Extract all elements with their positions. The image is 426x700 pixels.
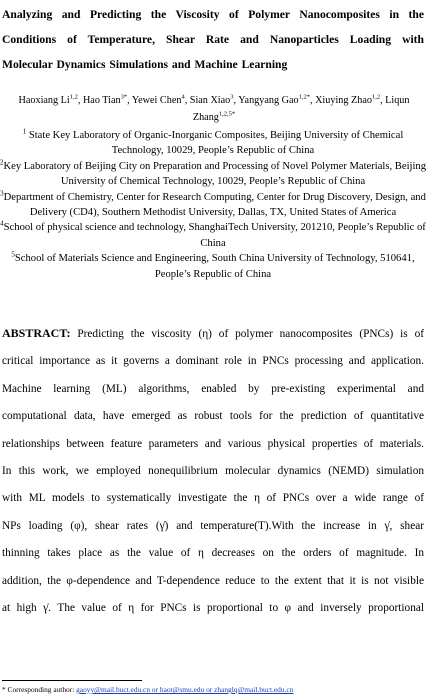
abstract-line: at high γ̇. The value of η for PNCs is proportional to φ and inversely proportional <box>2 602 424 615</box>
abstract-line: addition, the φ-dependence and T-dependence reduce to the extent that it is not visible <box>2 574 424 587</box>
paper-title <box>2 2 424 77</box>
corresponding-author-footnote <box>2 685 424 695</box>
author: Haoxiang Li$^{1,2}$, <box>18 93 83 106</box>
footnote-prefix: * Corresponding author: <box>2 685 77 694</box>
author: Yewei Chen$^4$, <box>131 93 190 106</box>
affiliation: $^1$ State Key Laboratory of Organic-Inorganic Composites, Beijing University of Chemical Technology, 10029, People’s Republic of China <box>22 127 404 157</box>
affiliation-list <box>0 128 426 282</box>
abstract-line: relationships between feature parameters and various physical properties of materials. <box>2 437 424 450</box>
abstract-line: computational data, have emerged as robust tools for the prediction of quantitative <box>2 410 424 423</box>
author: Yangyang Gao$^{1,2*}$, <box>238 93 316 106</box>
author: Sian Xiao$^3$, <box>189 93 239 106</box>
abstract-line: with ML models to systematically investigate the η of PNCs over a wide range of <box>2 492 424 505</box>
abstract-line: Machine learning (ML) algorithms, enabled by pre-existing experimental and <box>2 382 424 395</box>
abstract-line: In this work, we employed nonequilibrium molecular dynamics (NEMD) simulation <box>2 465 424 478</box>
footnote-rule <box>2 680 142 681</box>
author-list <box>5 92 423 126</box>
abstract-line: thinning takes place as the value of η decreases on the orders of magnitude. In <box>2 547 424 560</box>
abstract-line: critical importance as it governs a dominant role in PNCs processing and application. <box>2 355 424 368</box>
abstract <box>2 320 424 622</box>
abstract-line: NPs loading (φ), shear rates (γ̇) and temperature(T).With the increase in γ̇, shear <box>2 519 424 532</box>
affiliation: $^3$Department of Chemistry, Center for Research Computing, Center for Drug Discovery, Design, and Delivery (CD4), Southern Methodist University, Dallas, TX, United States of America <box>0 189 426 219</box>
abstract-line: ABSTRACT: Predicting the viscosity (η) of polymer nanocomposites (PNCs) is of <box>2 326 424 340</box>
abstract-label: ABSTRACT: <box>2 326 71 340</box>
title-line: Molecular Dynamics Simulations and Machine Learning <box>2 58 288 71</box>
email-links[interactable]: gaoyy@mail.buct.edu.cn or haot@smu.edu or zhanglq@mail.buct.edu.cn <box>76 685 294 694</box>
title-line: Conditions of Temperature, Shear Rate and Nanoparticles Loading with <box>2 33 424 46</box>
affiliation: $^2$Key Laboratory of Beijing City on Preparation and Processing of Novel Polymer Materials, Beijing University of Chemical Technology, 10029, People’s Republic of China <box>0 158 426 188</box>
affiliation: $^4$School of physical science and technology, ShanghaiTech University, 201210, People’s Republic of China <box>0 219 426 249</box>
author: Liqun Zhang$^{1,2,5*}$ <box>192 95 410 123</box>
author: Hao Tian$^{3*}$, <box>82 93 132 106</box>
author: Xiuying Zhao$^{1,2}$, <box>315 93 386 106</box>
affiliation: $^5$School of Materials Science and Engineering, South China University of Technology, 510641, People’s Republic of China <box>11 250 415 280</box>
title-line: Analyzing and Predicting the Viscosity of Polymer Nanocomposites in the <box>2 8 424 21</box>
